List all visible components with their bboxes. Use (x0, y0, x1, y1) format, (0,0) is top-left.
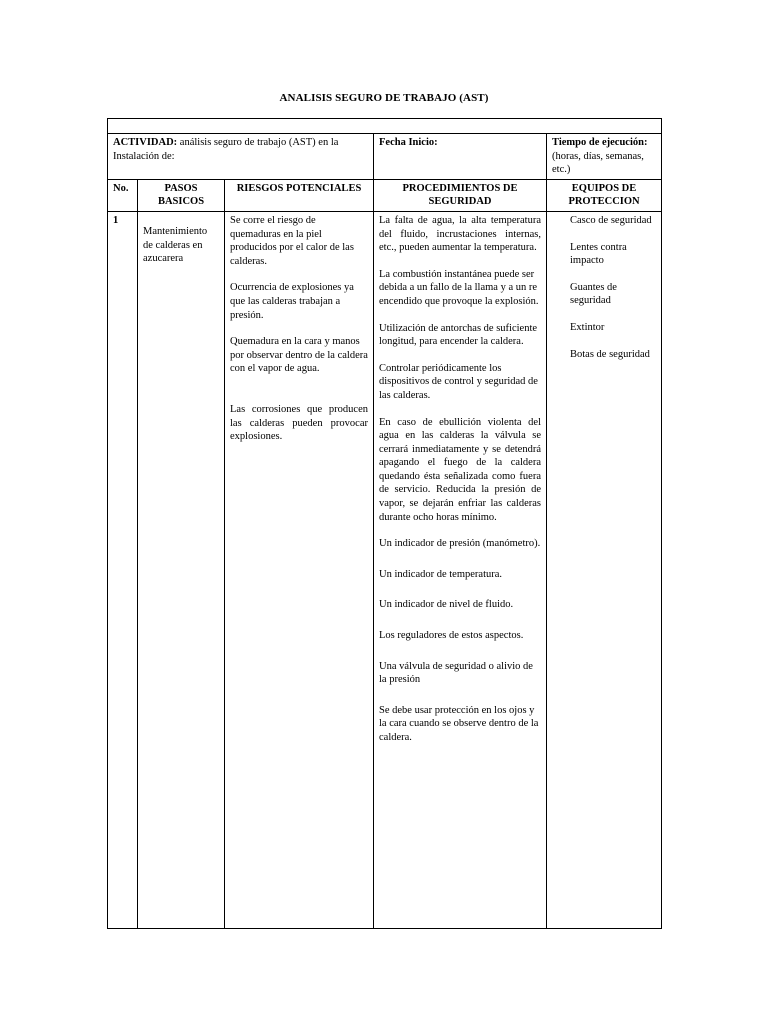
procedimiento-item: La combustión instantánea puede ser debida a un fallo de la llama y a un re encendido que provoque la explosión. (379, 268, 539, 307)
col-no: No. (108, 179, 138, 211)
tiempo-cell (547, 134, 662, 180)
equipo-item: Guantes de seguridad (570, 281, 617, 307)
ast-table (107, 118, 662, 929)
actividad-label: ACTIVIDAD: (113, 137, 178, 148)
procedimiento-item: Un indicador de presión (manómetro). (379, 538, 541, 550)
col-riesgos: RIESGOS POTENCIALES (225, 179, 374, 211)
equipo-item: Extintor (570, 321, 605, 333)
actividad-cell (108, 134, 374, 180)
equipo-item: Lentes contra impacto (570, 241, 627, 267)
paso-cell (138, 211, 225, 928)
procedimiento-item: Se debe usar protección en los ojos y la cara cuando se observe dentro de la caldera. (379, 704, 539, 743)
procedimientos-cell (374, 211, 547, 928)
tiempo-label: Tiempo de ejecución: (552, 137, 648, 148)
riesgo-item: Las corrosiones que producen las calderas pueden provocar explosiones. (230, 403, 368, 443)
col-equipos: EQUIPOS DE PROTECCION (547, 179, 662, 211)
procedimiento-item: Un indicador de temperatura. (379, 568, 503, 580)
paso-text: Mantenimiento de calderas en azucarera (143, 225, 208, 265)
fecha-cell (374, 134, 547, 180)
blank-row (108, 119, 662, 134)
header-row (108, 134, 662, 180)
procedimiento-item: La falta de agua, la alta temperatura del fluido, incrustaciones internas, etc., pueden aumentar la temperatura. (379, 214, 541, 254)
fecha-label: Fecha Inicio: (379, 137, 438, 148)
riesgo-item: Se corre el riesgo de quemaduras en la piel producidos por el calor de las calderas. (230, 214, 354, 267)
procedimiento-item: En caso de ebullición violenta del agua en las calderas la válvula se cerrará inmediatamente y se detendrá apagando el fuego de la caldera quedando ésta señalizada como fuera de servicio. Reducida la presión de vapor, se dejarán enfriar las calderas durante ocho horas mínimo. (379, 416, 541, 523)
document-title: ANALISIS SEGURO DE TRABAJO (AST) (279, 92, 489, 104)
column-header-row (108, 179, 662, 211)
actividad-text: análisis seguro de trabajo (AST) en la Instalación de: (113, 137, 339, 162)
equipo-item: Botas de seguridad (570, 348, 650, 360)
row-number: 1 (108, 211, 138, 928)
col-procedimientos: PROCEDIMIENTOS DE SEGURIDAD (374, 179, 547, 211)
equipos-cell (547, 211, 662, 928)
riesgos-cell (225, 211, 374, 928)
procedimiento-item: Controlar periódicamente los dispositivos de control y seguridad de las calderas. (379, 362, 538, 401)
procedimiento-item: Los reguladores de estos aspectos. (379, 630, 524, 642)
equipo-item: Casco de seguridad (570, 214, 652, 226)
procedimiento-item: Utilización de antorchas de suficiente longitud, para encender la caldera. (379, 322, 538, 348)
procedimiento-item: Un indicador de nivel de fluido. (379, 599, 514, 611)
riesgo-item: Quemadura en la cara y manos por observar dentro de la caldera con el vapor de agua. (230, 336, 368, 375)
tiempo-text: (horas, días, semanas, etc.) (552, 150, 644, 176)
table-row (108, 211, 662, 928)
col-pasos: PASOS BASICOS (138, 179, 225, 211)
procedimiento-item: Una válvula de seguridad o alivio de la presión (379, 660, 533, 686)
riesgo-item: Ocurrencia de explosiones ya que las calderas trabajan a presión. (230, 282, 354, 321)
